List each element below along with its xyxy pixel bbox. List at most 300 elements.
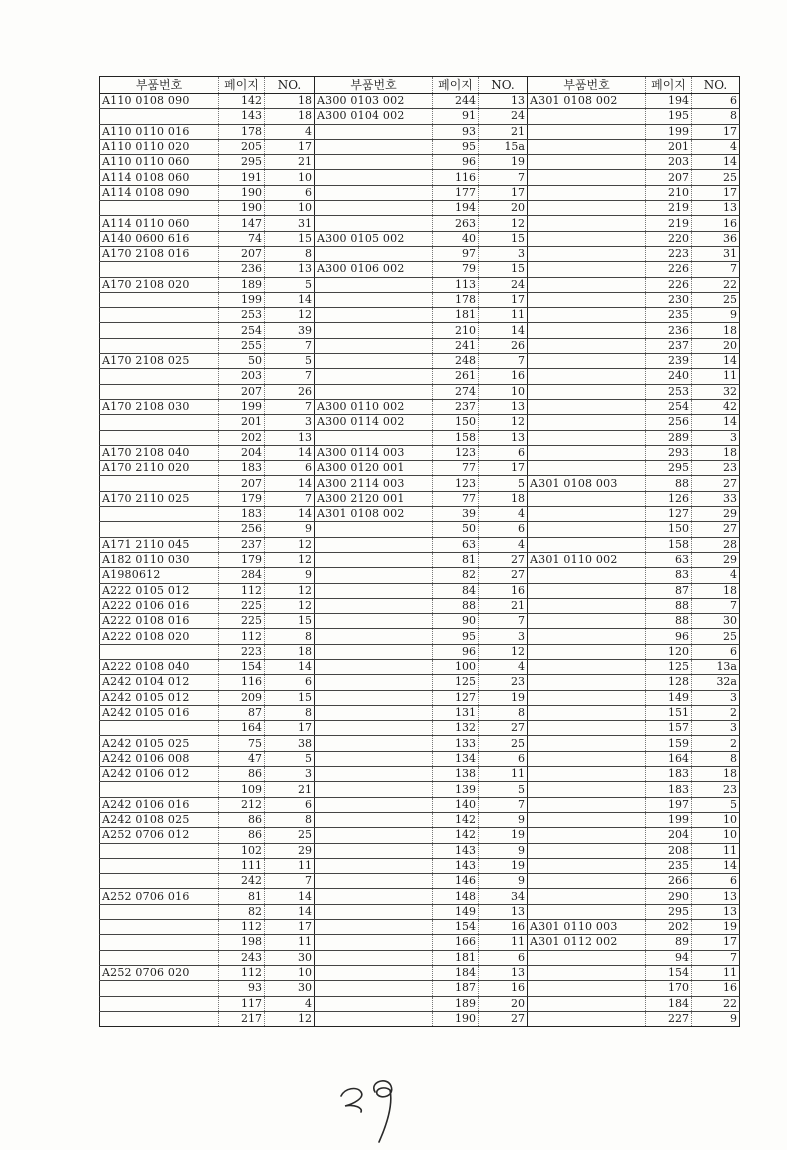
parts-index-table	[99, 76, 740, 1027]
cell-page-1: 256	[219, 522, 265, 537]
cell-page-2: 50	[433, 522, 479, 537]
cell-page-3: 295	[646, 461, 692, 476]
cell-part-number-2	[315, 812, 433, 827]
cell-part-number-3	[528, 751, 646, 766]
cell-page-2: 90	[433, 614, 479, 629]
table-row	[100, 920, 740, 935]
cell-no-3: 22	[692, 277, 740, 292]
cell-part-number-1: A242 0108 025	[100, 812, 219, 827]
table-row	[100, 354, 740, 369]
cell-page-2: 93	[433, 124, 479, 139]
table-row	[100, 935, 740, 950]
cell-page-2: 142	[433, 828, 479, 843]
cell-no-2: 26	[479, 338, 528, 353]
cell-page-2: 143	[433, 858, 479, 873]
cell-no-3: 18	[692, 323, 740, 338]
cell-no-1: 4	[265, 124, 315, 139]
cell-page-3: 290	[646, 889, 692, 904]
cell-page-1: 190	[219, 201, 265, 216]
cell-no-3: 11	[692, 369, 740, 384]
cell-no-1: 26	[265, 384, 315, 399]
cell-page-3: 83	[646, 568, 692, 583]
cell-part-number-1: A110 0110 060	[100, 155, 219, 170]
cell-part-number-2	[315, 568, 433, 583]
cell-no-2: 11	[479, 767, 528, 782]
cell-page-1: 112	[219, 583, 265, 598]
cell-page-2: 95	[433, 629, 479, 644]
table-row	[100, 690, 740, 705]
cell-part-number-3	[528, 507, 646, 522]
cell-part-number-2	[315, 996, 433, 1011]
cell-no-3: 9	[692, 308, 740, 323]
cell-page-1: 47	[219, 751, 265, 766]
cell-page-1: 243	[219, 950, 265, 965]
table-row	[100, 721, 740, 736]
cell-no-1: 6	[265, 185, 315, 200]
cell-part-number-2	[315, 874, 433, 889]
cell-no-1: 6	[265, 675, 315, 690]
cell-part-number-2	[315, 690, 433, 705]
cell-no-3: 7	[692, 950, 740, 965]
cell-page-3: 128	[646, 675, 692, 690]
cell-page-3: 88	[646, 476, 692, 491]
cell-page-3: 125	[646, 659, 692, 674]
cell-no-3: 3	[692, 430, 740, 445]
cell-no-2: 11	[479, 935, 528, 950]
cell-page-1: 217	[219, 1011, 265, 1026]
cell-no-1: 3	[265, 415, 315, 430]
cell-part-number-1	[100, 935, 219, 950]
cell-no-1: 21	[265, 155, 315, 170]
cell-part-number-3	[528, 399, 646, 414]
cell-part-number-3	[528, 124, 646, 139]
cell-page-1: 253	[219, 308, 265, 323]
cell-no-1: 12	[265, 308, 315, 323]
cell-part-number-1	[100, 981, 219, 996]
table-row	[100, 216, 740, 231]
cell-part-number-1	[100, 430, 219, 445]
cell-part-number-3: A301 0110 002	[528, 552, 646, 567]
cell-no-3: 6	[692, 94, 740, 109]
cell-part-number-3: A301 0110 003	[528, 920, 646, 935]
cell-part-number-3	[528, 384, 646, 399]
cell-page-3: 256	[646, 415, 692, 430]
cell-part-number-2	[315, 614, 433, 629]
cell-no-3: 25	[692, 629, 740, 644]
table-row	[100, 950, 740, 965]
cell-page-3: 159	[646, 736, 692, 751]
cell-no-3: 11	[692, 965, 740, 980]
cell-no-2: 9	[479, 812, 528, 827]
cell-part-number-1: A242 0104 012	[100, 675, 219, 690]
cell-page-2: 178	[433, 292, 479, 307]
cell-page-2: 127	[433, 690, 479, 705]
cell-page-3: 293	[646, 445, 692, 460]
cell-page-2: 181	[433, 950, 479, 965]
cell-part-number-1: A1980612	[100, 568, 219, 583]
cell-part-number-1: A222 0108 020	[100, 629, 219, 644]
cell-page-3: 295	[646, 904, 692, 919]
cell-no-2: 13	[479, 965, 528, 980]
cell-part-number-1: A110 0108 090	[100, 94, 219, 109]
cell-part-number-1: A242 0106 016	[100, 797, 219, 812]
cell-page-2: 95	[433, 139, 479, 154]
cell-page-3: 120	[646, 644, 692, 659]
cell-no-3: 22	[692, 996, 740, 1011]
table-row	[100, 751, 740, 766]
cell-page-1: 117	[219, 996, 265, 1011]
header-no-1: NO.	[265, 77, 315, 94]
header-row	[100, 77, 740, 94]
cell-no-2: 27	[479, 568, 528, 583]
cell-page-1: 183	[219, 507, 265, 522]
cell-part-number-1: A222 0106 016	[100, 598, 219, 613]
cell-page-3: 126	[646, 491, 692, 506]
cell-no-1: 7	[265, 369, 315, 384]
cell-no-1: 14	[265, 659, 315, 674]
cell-no-3: 31	[692, 246, 740, 261]
cell-page-1: 223	[219, 644, 265, 659]
cell-page-3: 88	[646, 598, 692, 613]
cell-no-1: 14	[265, 292, 315, 307]
cell-part-number-2	[315, 843, 433, 858]
table-row	[100, 323, 740, 338]
cell-part-number-1	[100, 721, 219, 736]
cell-part-number-2	[315, 675, 433, 690]
cell-no-2: 13	[479, 904, 528, 919]
table-row	[100, 874, 740, 889]
cell-page-2: 184	[433, 965, 479, 980]
cell-part-number-3	[528, 767, 646, 782]
cell-no-2: 16	[479, 981, 528, 996]
cell-page-3: 164	[646, 751, 692, 766]
cell-page-3: 154	[646, 965, 692, 980]
cell-part-number-1	[100, 522, 219, 537]
cell-part-number-2	[315, 354, 433, 369]
cell-part-number-3	[528, 369, 646, 384]
cell-part-number-3	[528, 415, 646, 430]
cell-page-3: 207	[646, 170, 692, 185]
cell-page-3: 183	[646, 767, 692, 782]
cell-no-3: 14	[692, 415, 740, 430]
cell-no-2: 20	[479, 996, 528, 1011]
cell-page-3: 170	[646, 981, 692, 996]
cell-page-1: 86	[219, 828, 265, 843]
header-page-2: 페이지	[433, 77, 479, 94]
cell-no-2: 9	[479, 843, 528, 858]
cell-part-number-1: A252 0706 012	[100, 828, 219, 843]
cell-no-3: 13	[692, 889, 740, 904]
cell-no-2: 27	[479, 552, 528, 567]
cell-part-number-3	[528, 721, 646, 736]
cell-part-number-3	[528, 185, 646, 200]
cell-part-number-3	[528, 216, 646, 231]
cell-page-2: 166	[433, 935, 479, 950]
cell-no-2: 34	[479, 889, 528, 904]
cell-part-number-3	[528, 292, 646, 307]
cell-page-3: 199	[646, 124, 692, 139]
cell-no-3: 23	[692, 782, 740, 797]
cell-no-2: 6	[479, 751, 528, 766]
cell-part-number-3	[528, 246, 646, 261]
cell-part-number-3	[528, 797, 646, 812]
table-row	[100, 705, 740, 720]
cell-part-number-2	[315, 139, 433, 154]
cell-part-number-2	[315, 155, 433, 170]
cell-no-2: 21	[479, 124, 528, 139]
cell-page-2: 100	[433, 659, 479, 674]
cell-part-number-2	[315, 185, 433, 200]
cell-no-2: 16	[479, 583, 528, 598]
cell-part-number-2	[315, 598, 433, 613]
cell-part-number-1: A170 2110 025	[100, 491, 219, 506]
cell-part-number-2	[315, 644, 433, 659]
table-row	[100, 568, 740, 583]
cell-page-1: 154	[219, 659, 265, 674]
cell-page-3: 183	[646, 782, 692, 797]
cell-part-number-1: A242 0105 025	[100, 736, 219, 751]
cell-no-2: 7	[479, 797, 528, 812]
cell-part-number-3	[528, 139, 646, 154]
cell-part-number-3	[528, 583, 646, 598]
cell-no-3: 25	[692, 292, 740, 307]
cell-page-3: 201	[646, 139, 692, 154]
cell-part-number-3	[528, 812, 646, 827]
cell-no-2: 3	[479, 246, 528, 261]
cell-part-number-1: A170 2108 020	[100, 277, 219, 292]
cell-no-1: 39	[265, 323, 315, 338]
cell-part-number-1	[100, 507, 219, 522]
cell-part-number-1: A114 0108 090	[100, 185, 219, 200]
cell-part-number-1	[100, 476, 219, 491]
cell-page-1: 201	[219, 415, 265, 430]
cell-part-number-2	[315, 904, 433, 919]
cell-page-1: 50	[219, 354, 265, 369]
cell-no-3: 14	[692, 858, 740, 873]
table-row	[100, 124, 740, 139]
cell-part-number-2: A300 0114 002	[315, 415, 433, 430]
table-row	[100, 644, 740, 659]
cell-page-1: 147	[219, 216, 265, 231]
cell-page-3: 184	[646, 996, 692, 1011]
cell-page-2: 131	[433, 705, 479, 720]
table-row	[100, 843, 740, 858]
cell-no-1: 18	[265, 109, 315, 124]
table-row	[100, 904, 740, 919]
cell-page-2: 77	[433, 491, 479, 506]
cell-part-number-1: A252 0706 020	[100, 965, 219, 980]
cell-part-number-1: A140 0600 616	[100, 231, 219, 246]
cell-no-3: 14	[692, 155, 740, 170]
cell-no-3: 19	[692, 920, 740, 935]
cell-page-2: 158	[433, 430, 479, 445]
cell-part-number-2	[315, 369, 433, 384]
cell-part-number-1: A222 0105 012	[100, 583, 219, 598]
cell-no-3: 20	[692, 338, 740, 353]
cell-no-2: 19	[479, 858, 528, 873]
cell-part-number-3	[528, 675, 646, 690]
cell-no-3: 18	[692, 583, 740, 598]
cell-page-2: 181	[433, 308, 479, 323]
cell-no-1: 15	[265, 690, 315, 705]
cell-no-1: 18	[265, 644, 315, 659]
cell-part-number-3	[528, 522, 646, 537]
table-row	[100, 338, 740, 353]
cell-no-1: 6	[265, 797, 315, 812]
cell-no-2: 23	[479, 675, 528, 690]
cell-page-3: 63	[646, 552, 692, 567]
table-row	[100, 201, 740, 216]
cell-page-1: 112	[219, 965, 265, 980]
cell-part-number-3	[528, 644, 646, 659]
table-row	[100, 782, 740, 797]
cell-no-3: 10	[692, 828, 740, 843]
cell-no-2: 20	[479, 201, 528, 216]
cell-no-1: 14	[265, 445, 315, 460]
table-row	[100, 797, 740, 812]
cell-page-1: 199	[219, 399, 265, 414]
cell-page-1: 237	[219, 537, 265, 552]
table-row	[100, 430, 740, 445]
cell-no-1: 17	[265, 721, 315, 736]
cell-part-number-1: A242 0105 012	[100, 690, 219, 705]
cell-part-number-3	[528, 828, 646, 843]
cell-no-3: 17	[692, 124, 740, 139]
cell-no-3: 27	[692, 522, 740, 537]
cell-no-1: 5	[265, 751, 315, 766]
table-row	[100, 507, 740, 522]
cell-part-number-1: A110 0110 016	[100, 124, 219, 139]
cell-part-number-1	[100, 644, 219, 659]
cell-page-2: 142	[433, 812, 479, 827]
cell-no-3: 17	[692, 935, 740, 950]
cell-part-number-2	[315, 308, 433, 323]
cell-no-1: 15	[265, 614, 315, 629]
cell-page-2: 79	[433, 262, 479, 277]
cell-no-1: 14	[265, 904, 315, 919]
cell-page-3: 239	[646, 354, 692, 369]
table-row	[100, 858, 740, 873]
cell-page-2: 274	[433, 384, 479, 399]
cell-part-number-3: A301 0108 002	[528, 94, 646, 109]
table-row	[100, 598, 740, 613]
cell-part-number-1: A114 0108 060	[100, 170, 219, 185]
cell-no-2: 14	[479, 323, 528, 338]
table-row	[100, 583, 740, 598]
cell-no-1: 11	[265, 858, 315, 873]
cell-no-2: 6	[479, 445, 528, 460]
cell-page-3: 226	[646, 277, 692, 292]
cell-no-2: 24	[479, 277, 528, 292]
cell-no-2: 21	[479, 598, 528, 613]
cell-part-number-1: A242 0106 012	[100, 767, 219, 782]
cell-page-1: 198	[219, 935, 265, 950]
cell-page-2: 132	[433, 721, 479, 736]
cell-page-1: 81	[219, 889, 265, 904]
cell-page-1: 190	[219, 185, 265, 200]
table-row	[100, 292, 740, 307]
cell-page-2: 116	[433, 170, 479, 185]
table-row	[100, 491, 740, 506]
cell-page-3: 254	[646, 399, 692, 414]
table-row	[100, 109, 740, 124]
cell-part-number-2	[315, 828, 433, 843]
cell-page-3: 94	[646, 950, 692, 965]
cell-page-3: 195	[646, 109, 692, 124]
cell-page-3: 157	[646, 721, 692, 736]
cell-part-number-1: A222 0108 040	[100, 659, 219, 674]
cell-part-number-1: A170 2108 016	[100, 246, 219, 261]
cell-no-3: 13	[692, 201, 740, 216]
cell-page-1: 203	[219, 369, 265, 384]
cell-no-2: 16	[479, 369, 528, 384]
cell-no-1: 11	[265, 935, 315, 950]
cell-page-1: 142	[219, 94, 265, 109]
cell-no-1: 12	[265, 537, 315, 552]
table-row	[100, 614, 740, 629]
cell-no-3: 11	[692, 843, 740, 858]
cell-page-2: 149	[433, 904, 479, 919]
table-row	[100, 889, 740, 904]
cell-no-1: 7	[265, 338, 315, 353]
cell-page-1: 82	[219, 904, 265, 919]
table-row	[100, 277, 740, 292]
cell-page-2: 241	[433, 338, 479, 353]
cell-no-1: 14	[265, 507, 315, 522]
cell-part-number-3	[528, 981, 646, 996]
cell-no-1: 7	[265, 491, 315, 506]
cell-part-number-3	[528, 354, 646, 369]
cell-part-number-2: A301 0108 002	[315, 507, 433, 522]
cell-no-1: 7	[265, 399, 315, 414]
cell-no-2: 11	[479, 308, 528, 323]
cell-part-number-1	[100, 904, 219, 919]
cell-page-2: 123	[433, 445, 479, 460]
cell-page-3: 219	[646, 201, 692, 216]
cell-no-3: 8	[692, 751, 740, 766]
cell-no-1: 29	[265, 843, 315, 858]
cell-page-3: 226	[646, 262, 692, 277]
cell-part-number-2	[315, 384, 433, 399]
header-part-number-3: 부품번호	[528, 77, 646, 94]
cell-no-2: 17	[479, 292, 528, 307]
cell-part-number-1	[100, 920, 219, 935]
cell-no-3: 18	[692, 445, 740, 460]
cell-no-1: 30	[265, 950, 315, 965]
table-row	[100, 461, 740, 476]
cell-page-3: 289	[646, 430, 692, 445]
cell-page-1: 207	[219, 476, 265, 491]
cell-page-2: 134	[433, 751, 479, 766]
cell-part-number-2: A300 2120 001	[315, 491, 433, 506]
cell-no-1: 5	[265, 354, 315, 369]
cell-part-number-3	[528, 461, 646, 476]
cell-no-3: 10	[692, 812, 740, 827]
cell-page-1: 93	[219, 981, 265, 996]
cell-page-1: 207	[219, 384, 265, 399]
cell-part-number-3	[528, 950, 646, 965]
cell-no-3: 17	[692, 185, 740, 200]
cell-part-number-3	[528, 629, 646, 644]
cell-part-number-2	[315, 721, 433, 736]
table-row	[100, 246, 740, 261]
cell-part-number-1	[100, 858, 219, 873]
cell-no-1: 21	[265, 782, 315, 797]
cell-page-2: 210	[433, 323, 479, 338]
cell-part-number-2	[315, 170, 433, 185]
cell-page-1: 225	[219, 614, 265, 629]
cell-part-number-1	[100, 109, 219, 124]
